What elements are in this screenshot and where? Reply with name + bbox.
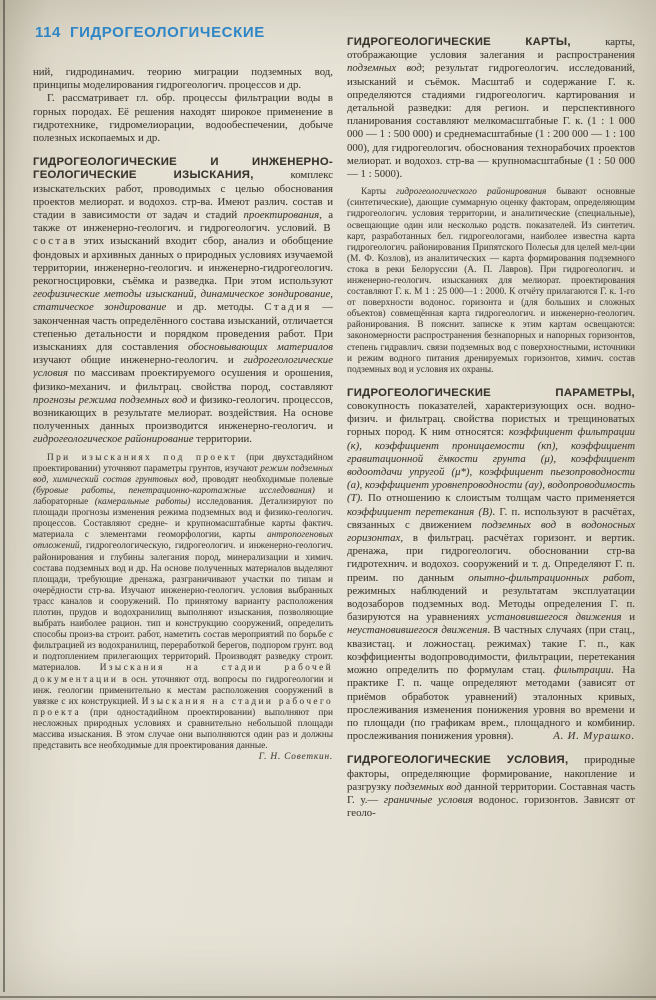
entry-paragraph [347,754,635,820]
entry-headword: ГИДРОГЕОЛОГИЧЕСКИЕ УСЛОВИЯ, [347,754,585,767]
entry-headword: ГИДРОГЕОЛОГИЧЕСКИЕ И ИНЖЕНЕРНО-ГЕОЛОГИЧЕСКИЕ ИЗЫСКАНИЯ, [33,156,333,182]
author-signature: Г. Н. Советкин. [258,752,333,763]
entry-headword: ГИДРОГЕОЛОГИЧЕСКИЕ КАРТЫ, [347,36,606,48]
text-run: данной территории. Составная часть Г. у.— [347,780,635,806]
text-run: антропогеновых отложений [33,530,333,552]
author-signature: А. И. Мурашко. [553,730,635,743]
text-run: При изысканиях под проект [47,452,238,463]
text-run: установившегося движения [487,611,622,624]
text-run: геофизические методы изысканий, динамическое зондирование, статическое зондирование [33,288,333,314]
text-run: по массивам проектируемого осушения и орошения, физико-механич. и фильтрац. свойства пород, составляют [33,367,333,393]
text-run: Г. рассматривает гл. обр. процессы фильтрации воды в горных породах. Её решения находят широкое применение в гидротехнике, гидромелиорации, водообеспечении, добыче полезных ископаемых и др. [33,92,333,145]
text-run: и физико-геологич. процессов, возникающих в результате мелиорат. воздействия. На основе полученных данных производится инженерно-геологич. и [33,393,333,433]
text-run: Стадия [264,301,312,314]
text-run: (при двухстадийном проектировании) уточняют параметры грунтов, изучают [33,452,333,474]
text-run: и [621,611,635,624]
text-run: природные факторы, определяющие формирование, накопление и разгрузку [347,754,635,793]
text-run: коэффициент перетекания (В) [347,505,493,518]
text-run: неустановившегося движения [347,624,488,637]
text-run: Карты [361,187,397,198]
text-run: (при одностадийном проектировании) выполняют при несложных природных условиях и сравнительно небольшой площади массива изыскания. В этом случае они выполняются один раз и должны представить все необходимые для проектирования данные. [33,707,333,752]
scan-edge-left [3,0,5,992]
text-run: подземных вод [394,780,462,793]
text-run: (камеральные работы) [94,497,191,508]
text-run: , проводят необходимые полевые [195,474,333,485]
text-run: в осн. уточняют отд. вопросы по гидрогеологии и инж. геологии применительно к местам расположения сооружений в увязке с их конструкцией. [33,674,333,707]
text-run: фильтрации [553,664,612,677]
text-run: гидрогеологическое районирование [33,433,194,446]
text-run: (буровые работы, пенетрационно-каротажные исследования) [33,485,315,496]
text-run: подземных вод [347,62,422,75]
text-run: и лабораторные [33,485,333,508]
left-column [33,66,333,992]
text-run: комплекс изыскательских работ, проводимых с целью обоснования проектов мелиорат. и водохоз. стр-ва. Имеют различ. состав и стадии в зависимости от задач и стадий [33,169,333,222]
text-run: , режимных наблюдений и результатам эксплуатации водозаборов подземных вод. Методы определения Г. п. базируются на уравнениях [347,571,635,624]
entry-headword: ГИДРОГЕОЛОГИЧЕСКИЕ ПАРАМЕТРЫ, [347,386,635,399]
text-run: . Г. п. используют в расчётах, связанных с движением [347,505,635,531]
text-run: . На практике Г. п. чаще определяют методами (зависят от приёмов обработок уравнений) эталонных кривых, прослеживания изменения понижения уровня во времени и по площади (по графикам врем., площадного и комбинир. прослеживания понижения уровня). [347,664,635,743]
text-run: , в фильтрац. расчётах горизонт. и вертик. дренажа, при гидрогеологич. обосновании стр-ва гидротехнич. и водохоз. сооружений и т. д. Определяют Г. п. преим. по данным [347,532,635,584]
text-run: обосновывающих материалов [187,341,333,354]
scan-edge-bottom [0,996,656,998]
text-run: этих изысканий входит сбор, анализ и обобщение фондовых и архивных данных о природных условиях изучаемой территории, инженерно-геологич. и инженерно-гидрогеологич. рекогносцировки, съёмка и разведка. При этом используют [33,235,333,288]
text-run: режим подземных вод, химический состав грунтовых вод [33,463,333,485]
right-column [347,36,635,992]
page-number: 114 [35,24,61,41]
text-run: Изыскания на стадии рабочего проекта [33,696,333,718]
text-run: Изыскания на стадии рабочей документации [33,663,333,685]
text-run: ; результат гидрогеологич. исследований, изысканий и съёмок. Масштаб и содержание Г. к. определяются стадиями гидрогеологич. картирования и детальной разведки: для регион. и перспективного планирования составляют мелкомасштабные Г. к. (1 : 1 000 000 — 1 : 500 000) и среднемасштабные (1 : 200 000 — 1 : 100 000), для гидрогеологич. обоснования технорабочих проектов мелиорат. и водохоз. стр-ва — крупномасштабные (1 : 50 000 — 1 : 5000). [347,62,635,181]
text-run: подземных вод [481,518,557,531]
text-run: в [556,518,582,531]
text-run: прогнозы режима подземных вод [33,393,188,406]
text-run: проектирования [243,209,320,222]
paragraph [33,92,333,145]
text-run: опытно-фильтрационных работ [468,571,633,584]
text-run: территории. [193,433,252,446]
text-run: бывают основные (синтетические), дающие суммарную оценку факторам, определяющим гидрогеологич. условия территории, и аналитические (специальные), освещающие один или несколько родств. показателей. Из синтетич. карт, разработанных бел. гидрогеологами, наиболее известна карта гидрогеологич. районирования Припятского Полесья для целей мел-ции (М. Ф. Козлов), из аналитических — карта формирования подземного стока в реки Белоруссии (А. П. Лавров). При гидрогеологич. и инженерно-геологич. изысканиях для мелиорат. проектирования составляют Г. к. М 1 : 25 000—1 : 2000. К отчёту прилагаются Г. к. 1-го от поверхности водонос. горизонта и (для больших и сложных объектов) совмещённая карта гидрогеологич. и инженерно-геологич. районирования. В пояснит. записке к этим картам освещаются: закономерности распространения безнапорных и напорных горизонтов, степень гидравлич. связи подземных вод с поверхностными, источники и режим водного питания дренируемых горизонтов, химич. состав подземных вод и условия их охраны. [347,187,635,375]
text-run: и др. методы. [166,301,265,314]
small-print-paragraph [33,452,333,763]
text-run: граничные условия [383,793,473,806]
text-run: водоносных горизонтах [347,518,635,545]
text-run: . В частных случаях (при стац., квазистац. и ложностац. режимах) такие Г. п., как коэффициенты водопроводимости, фильтрации, перетекания можно определить по формулам стац. [347,624,635,677]
text-run: совокупность показателей, характеризующих осн. водно-физич. и фильтрац. свойства пористых и трещиноватых горных пород. К ним относятся: [347,400,635,439]
entry-paragraph [347,36,635,181]
entry-paragraph [33,156,333,446]
text-run: , а также от инженерно-геологич. и гидрогеологич. условий. [33,209,333,235]
text-run: коэффициент фильтрации (к), коэффициент проницаемости (кп), коэффициент гравитационной ёмкости грунта (μ), коэффициент водоотдачи упругой (μ*), коэффициент пьезопроводности (а), коэффициент уровнепроводности (ау), водопроводимость (Т). [347,426,635,505]
paragraph [33,66,333,92]
text-run: карты, отображающие условия залегания и распространения [347,36,635,62]
text-run: , гидрогеологическую, гидрогеологич. и инженерно-геологич. районирования и глубины залегания пород, минерализации и химич. состава подземных вод и др. На основе полученных материалов выделяют площади, требующие дренажа, разграничивают участки по типам и очерёдности стр-ва. Изучают инженерно-геологич. условия выбранных трасс каналов и сооружений. По принятому варианту расположения плотин, прудов и водохранилищ выполняют изыскания, позволяющие выбрать наиболее рацион. тип и конструкцию сооружений, определить способы произ-ва строит. работ, наметить состав мероприятий по борьбе с фильтрацией из водохранилищ, переработкой берегов, подпором грунт. вод и подтоплением прилегающих территорий. Производят разведку строит. материалов. [33,541,333,674]
text-run: исследования. Детализируют по площади прогнозы изменения режима подземных вод и физико-геологич. процессов. Составляют средне- и крупномасштабные карты фактич. материала с элементами геоморфологии, карты [33,497,333,541]
text-run: гидрогеологические условия [33,354,333,380]
text-run: По отношению к слоистым толщам часто применяется [362,492,635,505]
text-run: — законченная часть определённого состава изысканий, отличается степенью детальности и порядком проведения работ. При изысканиях для составления [33,301,333,354]
text-run: водонос. горизонтов. Зависят от геоло- [347,793,635,820]
text-run: гидрогеологического районирования [396,187,547,198]
header-keyword: ГИДРОГЕОЛОГИЧЕСКИЕ [70,24,265,41]
running-header [35,24,265,41]
small-print-paragraph [347,187,635,376]
text-run: ний, гидродинамич. теорию миграции подземных вод, принципы моделирования гидрогеологич. процессов и др. [33,66,333,92]
text-run: изучают общие инженерно-геологич. и [33,354,244,367]
text-run: В состав [33,222,333,248]
entry-paragraph [347,387,635,743]
